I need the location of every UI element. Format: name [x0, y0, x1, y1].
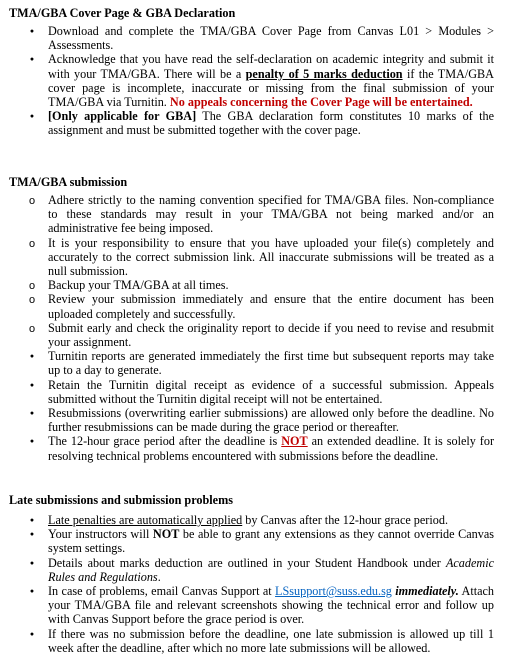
bullet-dot-icon [26, 24, 38, 40]
support-email-link[interactable]: LSsupport@suss.edu.sg [275, 584, 392, 599]
section-heading-late-submissions: Late submissions and submission problems [9, 493, 233, 507]
bullet-circle-icon [26, 236, 38, 252]
bullet-circle-icon [26, 193, 38, 209]
bullet-dot-icon [26, 627, 38, 643]
list-item: ● Turnitin reports are generated immediately the first time but subsequent reports may take up to a day to generate. [0, 349, 505, 377]
bullet-dot-icon [26, 52, 38, 68]
bullet-circle-icon [26, 321, 38, 337]
list-item: ● Late penalties are automatically applied by Canvas after the 12-hour grace period. [0, 513, 505, 527]
late-submissions-list [0, 513, 505, 655]
cover-page-list [0, 24, 505, 138]
no-appeals-warning: No appeals concerning the Cover Page will be entertained. [169, 95, 473, 110]
list-item: ● Retain the Turnitin digital receipt as evidence of a successful submission. Appeals submitted without the Turnitin digital receipt will not be entertained. [0, 378, 505, 406]
bullet-dot-icon [26, 349, 38, 365]
bullet-dot-icon [26, 584, 38, 600]
gba-only-label: [Only applicable for GBA] [48, 109, 197, 124]
list-item: ● In case of problems, email Canvas Support at LSsupport@suss.edu.sg immediately. Attach your TMA/GBA file and relevant screenshots showing the technical error and follow up with Canvas Support before the grace period is over. [0, 584, 505, 627]
late-penalty-emphasis: Late penalties are automatically applied [48, 513, 243, 527]
not-emphasis: NOT [152, 527, 180, 542]
bullet-dot-icon [26, 434, 38, 450]
list-item: ● Details about marks deduction are outlined in your Student Handbook under Academic Rules and Regulations. [0, 556, 505, 584]
list-item: o Backup your TMA/GBA at all times. [0, 278, 505, 292]
bullet-circle-icon [26, 292, 38, 308]
immediately-emphasis: immediately. [395, 584, 459, 599]
list-item: o It is your responsibility to ensure that you have uploaded your file(s) completely and accurately to the correct submission link. All inaccurate submissions will be treated as a null submission. [0, 236, 505, 279]
list-item: ● Your instructors will NOT be able to grant any extensions as they cannot override Canvas system settings. [0, 527, 505, 555]
list-item: ● Acknowledge that you have read the self-declaration on academic integrity and submit it with your TMA/GBA. There will be a penalty of 5 marks deduction if the TMA/GBA cover page is incomplete, inaccurate or missing from the final submission of your TMA/GBA via Turnitin. No appeals concerning the Cover Page will be entertained. [0, 52, 505, 109]
handbook-section-ref: Academic Rules and Regulations [48, 555, 494, 584]
list-item: ● The 12-hour grace period after the deadline is NOT an extended deadline. It is solely for resolving technical problems encountered with submissions before the deadline. [0, 434, 505, 462]
list-item: ● [Only applicable for GBA] The GBA declaration form constitutes 10 marks of the assignment and must be submitted together with the cover page. [0, 109, 505, 137]
submission-list [0, 193, 505, 463]
bullet-dot-icon [26, 378, 38, 394]
bullet-dot-icon [26, 527, 38, 543]
bullet-dot-icon [26, 406, 38, 422]
list-item: o Submit early and check the originality report to decide if you need to revise and resubmit your assignment. [0, 321, 505, 349]
not-extended-warning: NOT [281, 434, 308, 449]
list-item: o Adhere strictly to the naming convention specified for TMA/GBA files. Non-compliance to these standards may result in your TMA/GBA not being marked and/or an administrative fee being imposed. [0, 193, 505, 236]
penalty-emphasis: penalty of 5 marks deduction [245, 66, 403, 81]
list-item: ● Resubmissions (overwriting earlier submissions) are allowed only before the deadline. No further resubmissions can be made during the grace period or thereafter. [0, 406, 505, 434]
list-item: o Review your submission immediately and ensure that the entire document has been uploaded completely and successfully. [0, 292, 505, 320]
section-heading-cover-page: TMA/GBA Cover Page & GBA Declaration [9, 6, 236, 20]
section-heading-submission: TMA/GBA submission [9, 175, 128, 189]
bullet-dot-icon [26, 109, 38, 125]
list-item: ● Download and complete the TMA/GBA Cover Page from Canvas L01 > Modules > Assessments. [0, 24, 505, 52]
list-item: ● If there was no submission before the deadline, one late submission is allowed up till 1 week after the deadline, after which no more late submissions will be allowed. [0, 627, 505, 655]
bullet-dot-icon [26, 556, 38, 572]
